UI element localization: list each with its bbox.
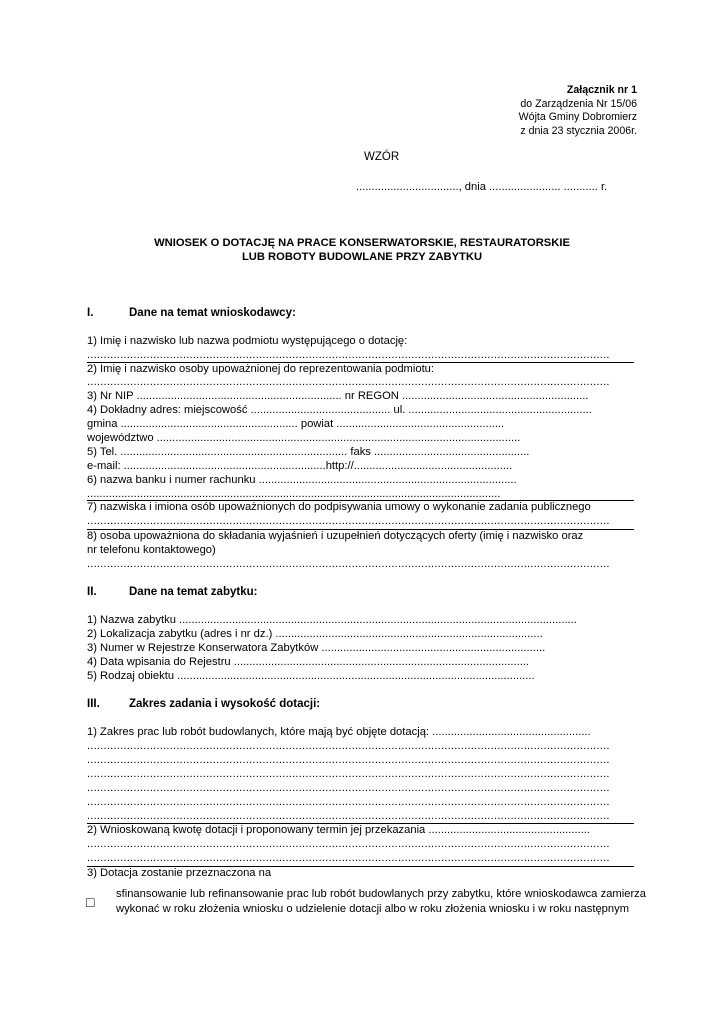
- title-line-2: LUB ROBOTY BUDOWLANE PRZY ZABYTKU: [241, 251, 483, 263]
- attachment-regulation: do Zarządzenia Nr 15/06: [520, 97, 637, 110]
- attachment-date: z dnia 23 stycznia 2006r.: [520, 124, 637, 137]
- scope-line-5[interactable]: ..............................................................................................................................................................: [87, 796, 610, 808]
- address-field[interactable]: 4) Dokładny adres: miejscowość ............................................. ul. ...........................................................: [87, 404, 592, 416]
- voivodeship-field[interactable]: województwo .....................................................................................................................: [87, 432, 521, 444]
- representative-field[interactable]: ..............................................................................................................................................................: [87, 376, 610, 388]
- purpose-checkbox[interactable]: □: [86, 894, 95, 910]
- scope-line-6[interactable]: ..............................................................................................................................................................: [87, 810, 610, 822]
- representative-label: 2) Imię i nazwisko osoby upoważnionej do reprezentowania podmiotu:: [87, 363, 435, 375]
- section-3-heading: [87, 697, 320, 712]
- scope-line-4[interactable]: ..............................................................................................................................................................: [87, 782, 610, 794]
- register-number-field[interactable]: 3) Numer w Rejestrze Konserwatora Zabytków ........................................................................: [87, 642, 546, 654]
- monument-location-field[interactable]: 2) Lokalizacja zabytku (adres i nr dz.) ......................................................................................: [87, 628, 543, 640]
- monument-name-field[interactable]: 1) Nazwa zabytku ................................................................................................................................: [87, 614, 577, 626]
- grant-amount-field[interactable]: 2) Wnioskowaną kwotę dotacji i proponowany termin jej przekazania ....................................................: [87, 824, 591, 836]
- grant-amount-line-2[interactable]: ..............................................................................................................................................................: [87, 852, 610, 864]
- scope-line-1[interactable]: ..............................................................................................................................................................: [87, 740, 610, 752]
- contact-person-label: 8) osoba upoważniona do składania wyjaśnień i uzupełnień dotyczących oferty (imię i nazwisko oraz: [87, 530, 584, 542]
- template-label: WZÓR: [364, 151, 400, 163]
- scope-of-work-field[interactable]: 1) Zakres prac lub robót budowlanych, które mają być objęte dotacją: ...................................................: [87, 726, 591, 738]
- applicant-name-label: 1) Imię i nazwisko lub nazwa podmiotu występującego o dotację:: [87, 335, 408, 347]
- section-2-number: II.: [87, 586, 97, 598]
- bank-account-field-2[interactable]: .....................................................................................................................................: [87, 488, 501, 500]
- title-line-1: WNIOSEK O DOTACJĘ NA PRACE KONSERWATORSKIE, RESTAURATORSKIE: [154, 237, 570, 249]
- attachment-note: [519, 84, 637, 138]
- contact-person-field[interactable]: ..............................................................................................................................................................: [87, 558, 610, 570]
- attachment-authority: Wójta Gminy Dobromierz: [518, 111, 637, 123]
- grant-amount-line-1[interactable]: ..............................................................................................................................................................: [87, 838, 610, 850]
- grant-purpose-label: 3) Dotacja zostanie przeznaczona na: [87, 867, 272, 879]
- register-date-field[interactable]: 4) Data wpisania do Rejestru ...............................................................................................: [87, 656, 530, 668]
- section-1-heading: [87, 306, 296, 321]
- municipality-county-field[interactable]: gmina ......................................................... powiat ......................................................: [87, 418, 505, 430]
- section-3-title: Zakres zadania i wysokość dotacji:: [129, 698, 321, 710]
- purpose-option-text: sfinansowanie lub refinansowanie prac lub robót budowlanych przy zabytku, które wnioskodawca zamierza wykonać w roku złożenia wniosku o udzielenie dotacji albo w roku złożenia wniosku i w roku następnym: [116, 888, 646, 915]
- signatories-field[interactable]: ..............................................................................................................................................................: [87, 515, 610, 527]
- scope-line-2[interactable]: ..............................................................................................................................................................: [87, 754, 610, 766]
- section-1-title: Dane na temat wnioskodawcy:: [129, 307, 296, 319]
- nip-regon-field[interactable]: 3) Nr NIP .................................................................. nr REGON ............................................................: [87, 390, 589, 402]
- section-2-heading: [87, 585, 257, 600]
- object-type-field[interactable]: 5) Rodzaj obiektu ...................................................................................................................: [87, 670, 535, 682]
- bank-account-field[interactable]: 6) nazwa banku i numer rachunku ...................................................................................: [87, 474, 517, 486]
- signatories-label: 7) nazwiska i imiona osób upoważnionych do podpisywania umowy o wykonanie zadania publicznego: [87, 501, 591, 513]
- contact-person-label-2: nr telefonu kontaktowego): [87, 544, 216, 556]
- section-2-title: Dane na temat zabytku:: [129, 586, 258, 598]
- email-www-field[interactable]: e-mail: .................................................................http://...................................................: [87, 460, 513, 472]
- document-title: [0, 236, 724, 264]
- section-3-number: III.: [87, 698, 100, 710]
- place-date-field[interactable]: ................................., dnia ....................... ........... r.: [356, 181, 608, 193]
- section-1-number: I.: [87, 307, 94, 319]
- scope-line-3[interactable]: ..............................................................................................................................................................: [87, 768, 610, 780]
- applicant-name-field[interactable]: ..............................................................................................................................................................: [87, 349, 610, 361]
- attachment-number: Załącznik nr 1: [566, 84, 637, 96]
- phone-fax-field[interactable]: 5) Tel. ......................................................................... faks ..................................................: [87, 446, 530, 458]
